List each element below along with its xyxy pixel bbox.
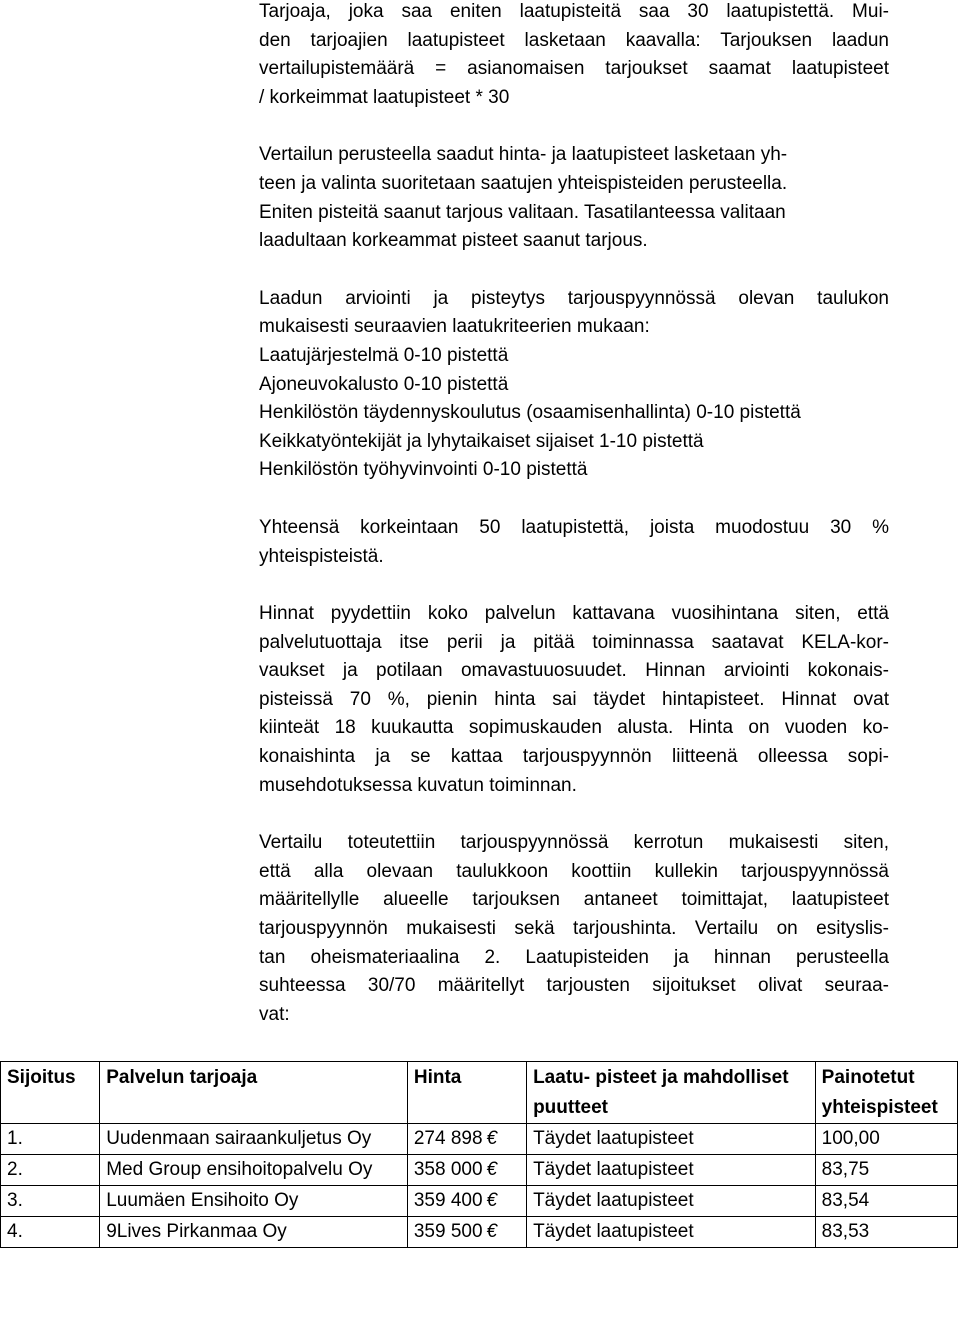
cell-rank: 3. — [1, 1186, 100, 1217]
cell-quality: Täydet laatupisteet — [527, 1186, 816, 1217]
text-line: yhteispisteistä. — [259, 545, 384, 567]
text-line: vertailupistemäärä = asianomaisen tarjoukset saamat laatupisteet — [259, 58, 889, 80]
text-line: Tarjoaja, joka saa eniten laatupisteitä saa 30 laatupistettä. Mui- — [259, 1, 889, 22]
criteria-item: Ajoneuvokalusto 0-10 pistettä — [259, 373, 509, 395]
table-header-row — [1, 1062, 958, 1124]
text-line: määritellylle alueelle tarjouksen antaneet toimittajat, laatupisteet — [259, 889, 889, 911]
cell-provider: Med Group ensihoitopalvelu Oy — [100, 1155, 408, 1186]
text-line: pisteissä 70 %, pienin hinta sai täydet hintapisteet. Hinnat ovat — [259, 688, 889, 710]
text-line: vaukset ja potilaan omavastuuosuudet. Hinnan arviointi kokonais- — [259, 660, 889, 682]
price-value: 359 500 — [413, 1221, 483, 1242]
text-line: Eniten pisteitä saanut tarjous valitaan. Tasatilanteessa valitaan — [259, 201, 786, 223]
euro-icon: € — [486, 1128, 498, 1149]
table-row — [1, 1124, 958, 1155]
criteria-item: Henkilöstön työhyvinvointi 0-10 pistettä — [259, 459, 588, 481]
cell-rank: 4. — [1, 1217, 100, 1248]
paragraph-pricing — [259, 600, 889, 800]
text-line: den tarjoajien laatupisteet lasketaan kaavalla: Tarjouksen laadun — [259, 29, 889, 51]
cell-provider: Uudenmaan sairaankuljetus Oy — [100, 1124, 408, 1155]
price-value: 358 000 — [413, 1159, 483, 1180]
table-row — [1, 1186, 958, 1217]
table-row — [1, 1155, 958, 1186]
header-rank: Sijoitus — [1, 1062, 100, 1124]
criteria-item: Keikkatyöntekijät ja lyhytaikaiset sijaiset 1-10 pistettä — [259, 430, 704, 452]
cell-quality: Täydet laatupisteet — [527, 1124, 816, 1155]
euro-icon: € — [486, 1190, 498, 1211]
cell-price — [407, 1124, 526, 1155]
results-table — [0, 1061, 958, 1248]
text-line: vat: — [259, 1003, 290, 1025]
text-line: Laadun arviointi ja pisteytys tarjouspyynnössä olevan taulukon — [259, 287, 889, 309]
header-quality: Laatu- pisteet ja mahdolliset puutteet — [527, 1062, 816, 1124]
body-text — [259, 0, 889, 1058]
euro-icon: € — [486, 1159, 498, 1180]
text-line: tarjouspyynnön mukaisesti sekä tarjoushinta. Vertailu on esityslis- — [259, 918, 889, 940]
text-line: että alla olevaan taulukkoon koottiin kullekin tarjouspyynnössä — [259, 860, 889, 882]
text-line: Vertailu toteutettiin tarjouspyynnössä kerrotun mukaisesti siten, — [259, 832, 889, 854]
cell-quality: Täydet laatupisteet — [527, 1217, 816, 1248]
cell-weighted: 83,75 — [815, 1155, 957, 1186]
text-line: tan oheismateriaalina 2. Laatupisteiden ja hinnan perusteella — [259, 946, 889, 968]
text-line: laadultaan korkeammat pisteet saanut tarjous. — [259, 230, 648, 252]
text-line: suhteessa 30/70 määritellyt tarjousten sijoitukset olivat seuraa- — [259, 975, 889, 997]
cell-weighted: 100,00 — [815, 1124, 957, 1155]
cell-weighted: 83,53 — [815, 1217, 957, 1248]
criteria-item: Henkilöstön täydennyskoulutus (osaamisenhallinta) 0-10 pistettä — [259, 402, 801, 424]
text-line: Hinnat pyydettiin koko palvelun kattavana vuosihintana siten, että — [259, 603, 889, 625]
header-price: Hinta — [407, 1062, 526, 1124]
cell-price — [407, 1155, 526, 1186]
cell-price — [407, 1217, 526, 1248]
price-value: 274 898 — [413, 1128, 483, 1149]
text-line: teen ja valinta suoritetaan saatujen yhteispisteiden perusteella. — [259, 172, 788, 194]
cell-provider: Luumäen Ensihoito Oy — [100, 1186, 408, 1217]
criteria-item: Laatujärjestelmä 0-10 pistettä — [259, 344, 509, 366]
header-weighted: Painotetut yhteispisteet — [815, 1062, 957, 1124]
header-provider: Palvelun tarjoaja — [100, 1062, 408, 1124]
euro-icon: € — [486, 1221, 498, 1242]
table-row — [1, 1217, 958, 1248]
price-value: 359 400 — [413, 1190, 483, 1211]
text-line: palvelutuottaja itse perii ja pitää toiminnassa saatavat KELA-kor- — [259, 631, 889, 653]
text-line: mukaisesti seuraavien laatukriteerien mukaan: — [259, 316, 650, 338]
paragraph-comparison — [259, 829, 889, 1029]
text-line: Vertailun perusteella saadut hinta- ja laatupisteet lasketaan yh- — [259, 144, 788, 166]
paragraph-quality-formula — [259, 0, 889, 112]
cell-price — [407, 1186, 526, 1217]
cell-rank: 2. — [1, 1155, 100, 1186]
cell-provider: 9Lives Pirkanmaa Oy — [100, 1217, 408, 1248]
text-line: kiinteät 18 kuukautta sopimuskauden alusta. Hinta on vuoden ko- — [259, 717, 889, 739]
paragraph-max-points — [259, 514, 889, 571]
text-line: musehdotuksessa kuvatun toiminnan. — [259, 774, 577, 796]
text-line: Yhteensä korkeintaan 50 laatupistettä, joista muodostuu 30 % — [259, 516, 889, 538]
text-line: / korkeimmat laatupisteet * 30 — [259, 86, 510, 108]
cell-quality: Täydet laatupisteet — [527, 1155, 816, 1186]
paragraph-total-points — [259, 141, 889, 255]
text-line: konaishinta ja se kattaa tarjouspyynnön liitteenä olleessa sopi- — [259, 746, 889, 768]
cell-weighted: 83,54 — [815, 1186, 957, 1217]
paragraph-quality-criteria — [259, 285, 889, 485]
cell-rank: 1. — [1, 1124, 100, 1155]
